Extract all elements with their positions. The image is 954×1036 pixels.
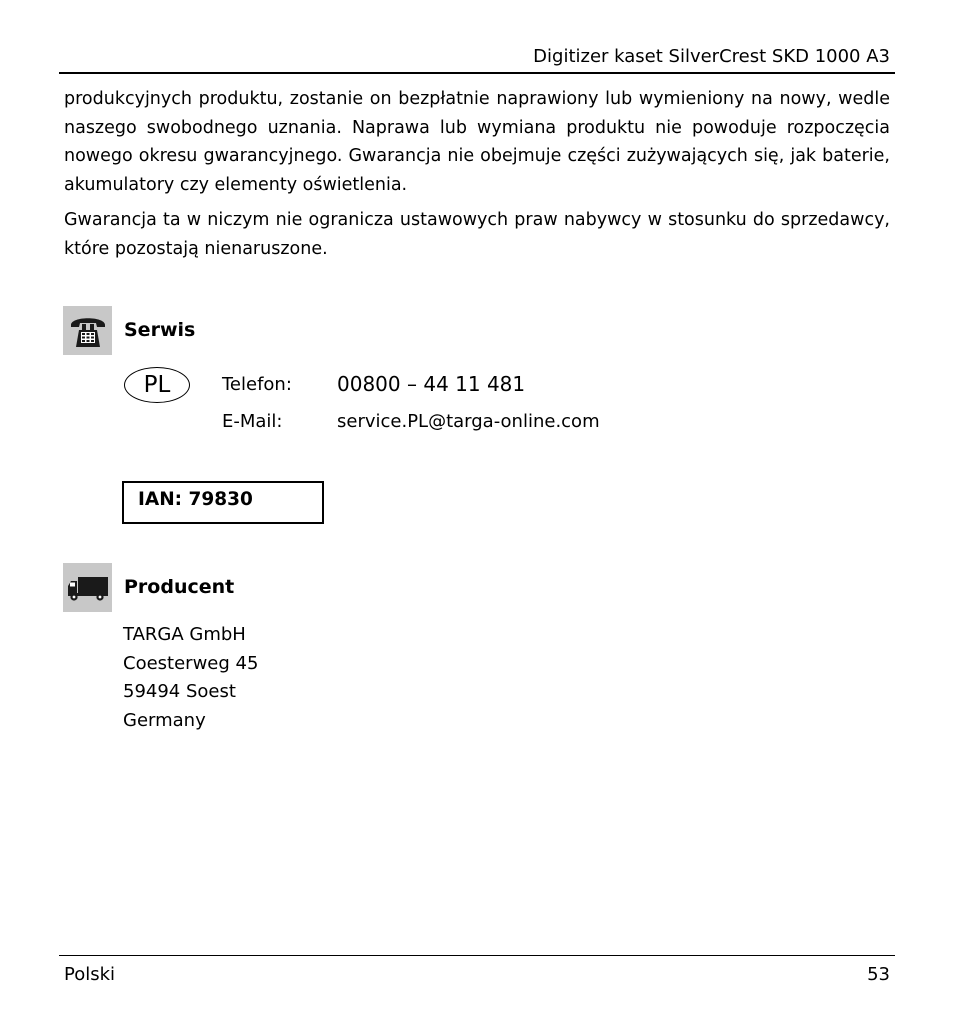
footer-language: Polski bbox=[64, 964, 116, 985]
page-header-title: Digitizer kaset SilverCrest SKD 1000 A3 bbox=[533, 46, 890, 67]
truck-icon bbox=[66, 573, 110, 603]
footer-rule bbox=[59, 955, 895, 956]
address-street: Coesterweg 45 bbox=[123, 652, 259, 674]
phone-label: Telefon: bbox=[222, 374, 292, 395]
producer-icon-box bbox=[63, 563, 112, 612]
producer-section-title: Producent bbox=[124, 576, 235, 598]
service-section-title: Serwis bbox=[124, 319, 196, 341]
address-country: Germany bbox=[123, 709, 206, 731]
telephone-icon bbox=[68, 312, 108, 350]
warranty-paragraph-2: Gwarancja ta w niczym nie ogranicza ustawowych praw nabywcy w stosunku do sprzedawcy, które pozostają nienaruszone. bbox=[64, 210, 890, 259]
phone-value: 00800 – 44 11 481 bbox=[337, 372, 526, 396]
warranty-paragraph-1: produkcyjnych produktu, zostanie on bezpłatnie naprawiony lub wymieniony na nowy, wedle naszego swobodnego uznania. Naprawa lub wymiana produktu nie powoduje rozpoczęcia nowego okresu gwarancyjnego. Gwarancja nie obejmuje części zużywających się, jak baterie, akumulatory czy elementy oświetlenia. bbox=[64, 89, 890, 195]
service-icon-box bbox=[63, 306, 112, 355]
header-rule bbox=[59, 72, 895, 74]
producer-address bbox=[123, 621, 258, 735]
email-label: E-Mail: bbox=[222, 411, 283, 432]
country-code-badge: PL bbox=[124, 367, 190, 403]
footer-page-number: 53 bbox=[867, 964, 890, 985]
email-value: service.PL@targa-online.com bbox=[337, 411, 600, 432]
ian-box bbox=[122, 481, 324, 524]
address-company: TARGA GmbH bbox=[123, 624, 246, 645]
address-city: 59494 Soest bbox=[123, 681, 236, 702]
ian-text: IAN: 79830 bbox=[138, 489, 253, 510]
